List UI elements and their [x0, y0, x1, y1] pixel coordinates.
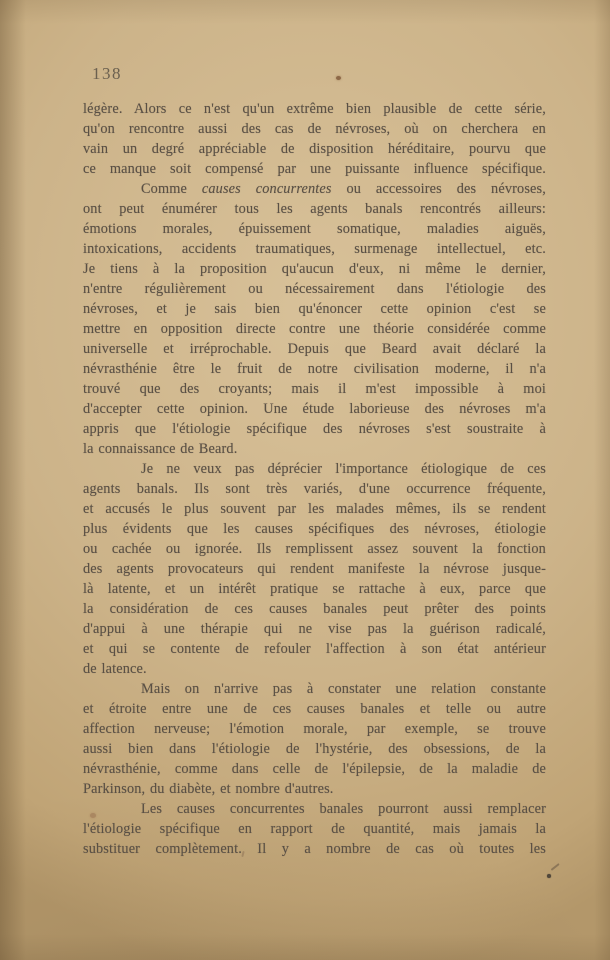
- fly-speck-tail-icon: [551, 863, 560, 870]
- text-line: des agents provocateurs qui rendent manifeste la névrose jusque-: [83, 561, 546, 577]
- text-line: et étroite entre une de ces causes banales et telle ou autre: [83, 701, 546, 717]
- text-line: intoxications, accidents traumatiques, surmenage intellectuel, etc.: [83, 241, 546, 257]
- text-line: ce manque soit compensé par une puissante influence spécifique.: [83, 161, 546, 177]
- fly-speck-icon: [547, 874, 551, 878]
- text-line: l'étiologie spécifique en rapport de quantité, mais jamais la: [83, 821, 546, 837]
- text-line: universelle et irréprochable. Depuis que Beard avait déclaré la: [83, 341, 546, 357]
- text-line: légère. Alors ce n'est qu'un extrême bien plausible de cette série,: [83, 101, 546, 117]
- page-number: 138: [92, 64, 122, 83]
- paragraph: [83, 179, 546, 459]
- italic-text-segment: causes concurrentes: [201, 181, 332, 197]
- text-line: la connaissance de Beard.: [83, 441, 238, 457]
- text-line: mettre en opposition directe contre une théorie considérée comme: [83, 321, 546, 337]
- text-line: Mais on n'arrive pas à constater une relation constante: [141, 681, 546, 697]
- text-segment: ou accessoires des névroses,: [346, 181, 546, 197]
- text-line: émotions morales, épuissement somatique, maladies aiguës,: [83, 221, 546, 237]
- text-line: Parkinson, du diabète, et nombre d'autres.: [83, 781, 334, 797]
- ink-speck-icon: [336, 76, 341, 80]
- text-line: ont peut énumérer tous les agents banals rencontrés ailleurs:: [83, 201, 546, 217]
- text-line: n'entre régulièrement ou nécessairement dans l'étiologie des: [83, 281, 546, 297]
- text-segment: Comme: [141, 181, 188, 197]
- text-line: [83, 179, 546, 199]
- paragraph: [83, 799, 546, 859]
- text-line: d'accepter cette opinion. Une étude laborieuse des névroses m'a: [83, 401, 546, 417]
- paragraph: [83, 459, 546, 679]
- text-line: aussi bien dans l'étiologie de l'hystérie, des obsessions, de la: [83, 741, 546, 757]
- paragraph: [83, 679, 546, 799]
- paragraph-continuation: [83, 99, 546, 179]
- text-line: appris que l'étiologie spécifique des névroses s'est soustraite à: [83, 421, 546, 437]
- text-line: d'appui à une thérapie qui ne vise pas la guérison radicalé,: [83, 621, 546, 637]
- text-line: plus évidents que les causes spécifiques des névroses, étiologie: [83, 521, 546, 537]
- text-line: affection nerveuse; l'émotion morale, par exemple, se trouve: [83, 721, 546, 737]
- text-line: et qui se contente de refouler l'affection à son état antérieur: [83, 641, 546, 657]
- text-line: la considération de ces causes banales peut prêter des points: [83, 601, 546, 617]
- text-line: névroses, et je sais bien qu'énoncer cette opinion c'est se: [83, 301, 546, 317]
- text-line: agents banals. Ils sont très variés, d'une occurrence fréquente,: [83, 481, 546, 497]
- text-line: et accusés le plus souvent par les malades mêmes, ils se rendent: [83, 501, 546, 517]
- text-line: névrasthénie être le fruit de notre civilisation moderne, il n'a: [83, 361, 546, 377]
- text-line: Je tiens à la proposition qu'aucun d'eux, ni même le dernier,: [83, 261, 546, 277]
- text-line: trouvé que des croyants; mais il m'est impossible à moi: [83, 381, 546, 397]
- text-line: Je ne veux pas déprécier l'importance étiologique de ces: [141, 461, 546, 477]
- text-line: là latente, et un intérêt pratique se rattache à eux, parce que: [83, 581, 546, 597]
- text-line: névrasthénie, comme dans celle de l'épilepsie, de la maladie de: [83, 761, 546, 777]
- text-line: vain un degré appréciable de disposition héréditaire, pourvu que: [83, 141, 546, 157]
- page-text: [83, 99, 546, 859]
- text-line: substituer complètement. Il y a nombre de cas où toutes les: [83, 841, 546, 857]
- text-line: ou cachée ou ignorée. Ils remplissent assez souvent la fonction: [83, 541, 546, 557]
- text-line: de latence.: [83, 661, 147, 677]
- text-line: Les causes concurrentes banales pourront aussi remplacer: [141, 801, 546, 817]
- text-line: qu'on rencontre aussi des cas de névroses, où on cherchera en: [83, 121, 546, 137]
